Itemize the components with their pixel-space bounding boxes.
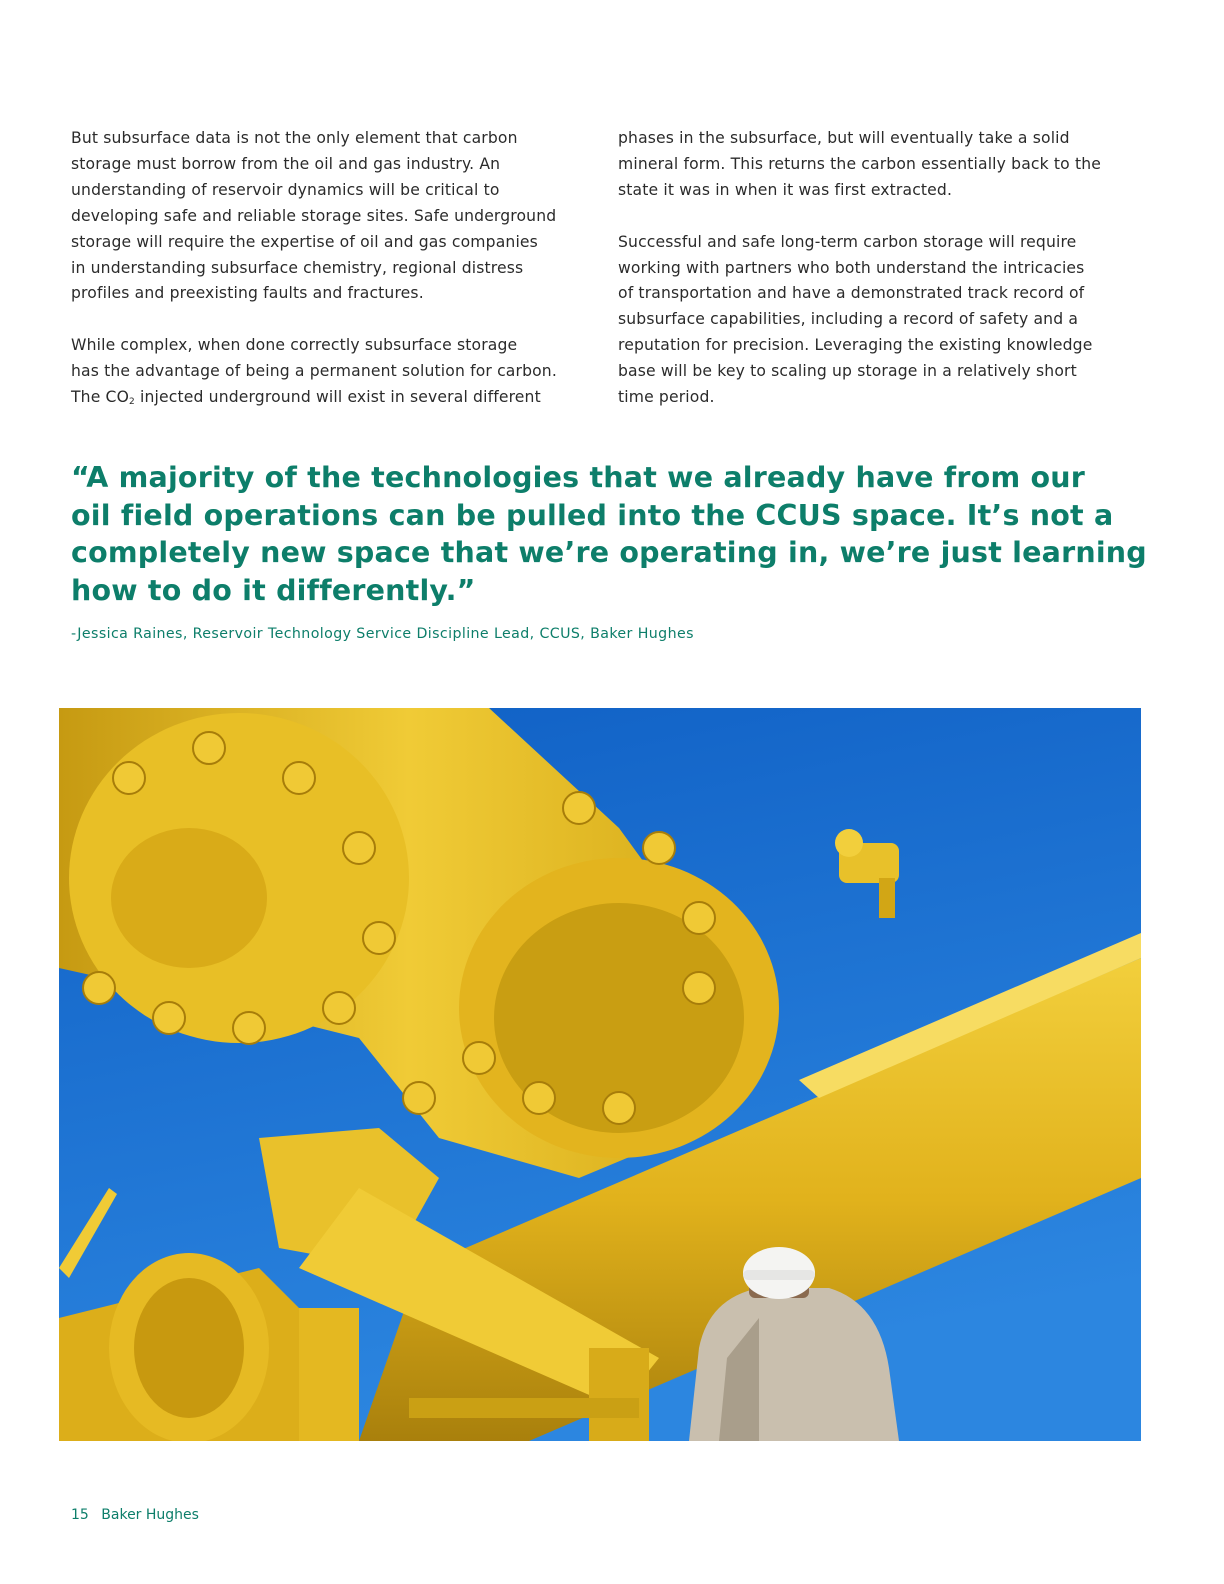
text-line: of transportation and have a demonstrated track record of	[618, 284, 1085, 303]
text-line: phases in the subsurface, but will eventually take a solid	[618, 129, 1070, 147]
text-line: While complex, when done correctly subsurface storage	[71, 336, 518, 355]
quote-attribution: -Jessica Raines, Reservoir Technology Service Discipline Lead, CCUS, Baker Hughes	[71, 626, 694, 642]
text-line: time period.	[618, 388, 715, 407]
text-line: mineral form. This returns the carbon essentially back to the	[618, 154, 1102, 173]
pipeline-worker-photo	[59, 708, 1141, 1441]
text-line: working with partners who both understand the intricacies	[618, 258, 1085, 277]
paragraph-1	[71, 126, 601, 307]
text-line: has the advantage of being a permanent solution for carbon.	[71, 362, 557, 381]
text-line	[71, 385, 601, 411]
paragraph-3	[618, 126, 1148, 204]
footer-brand: Baker Hughes	[101, 1507, 199, 1523]
quote-line: “A majority of the technologies that we already have from our	[71, 461, 1085, 494]
paragraph-2	[71, 333, 601, 411]
quote-line: oil field operations can be pulled into the CCUS space. It’s not a	[71, 498, 1114, 532]
pull-quote	[71, 459, 1151, 610]
text-line: in understanding subsurface chemistry, regional distress	[71, 258, 524, 277]
text-line: storage must borrow from the oil and gas industry. An	[71, 154, 501, 173]
right-column	[618, 126, 1148, 437]
text-line: But subsurface data is not the only element that carbon	[71, 129, 518, 147]
text-line: Successful and safe long-term carbon storage will require	[618, 232, 1077, 251]
co2-line-rest: injected underground will exist in several different	[134, 388, 541, 407]
quote-line: how to do it differently.”	[71, 574, 476, 608]
quote-line: completely new space that we’re operating in, we’re just learning	[71, 536, 1147, 570]
page-number: 15	[71, 1507, 89, 1523]
text-line: developing safe and reliable storage sites. Safe underground	[71, 206, 557, 225]
text-line: storage will require the expertise of oil and gas companies	[71, 232, 538, 251]
text-line: understanding of reservoir dynamics will be critical to	[71, 180, 500, 199]
text-line: reputation for precision. Leveraging the existing knowledge	[618, 336, 1093, 355]
co2-subscript: 2	[129, 397, 135, 408]
text-line: subsurface capabilities, including a record of safety and a	[618, 310, 1079, 329]
text-line: base will be key to scaling up storage in a relatively short	[618, 362, 1077, 381]
page-footer	[71, 1507, 199, 1523]
co2-text: The CO	[71, 388, 130, 407]
text-line: state it was in when it was first extracted.	[618, 180, 953, 199]
paragraph-4	[618, 230, 1148, 411]
left-column	[71, 126, 601, 437]
text-line: profiles and preexisting faults and fractures.	[71, 284, 424, 303]
